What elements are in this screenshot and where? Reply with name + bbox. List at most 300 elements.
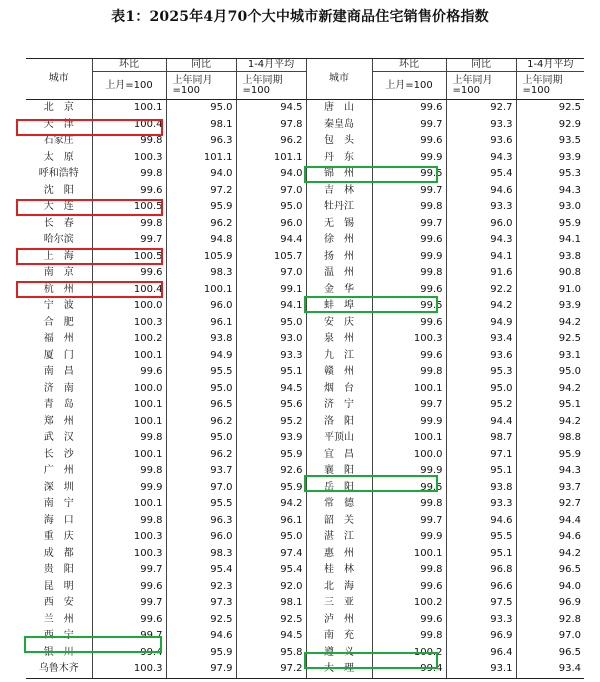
table-row: [26, 513, 584, 530]
yoy-left-cell: 93.8: [166, 331, 236, 348]
mom-right-cell: 99.6: [372, 579, 446, 596]
city-left-cell: 西 宁: [43, 630, 74, 642]
yoy-base-right: 上年同月=100: [446, 72, 516, 100]
city-left-cell: 乌鲁木齐: [26, 661, 92, 678]
yoy-right-cell: 93.3: [446, 199, 516, 216]
table-row: [26, 364, 584, 381]
city-left-cell: 昆 明: [43, 580, 74, 592]
avg-left-cell: 95.8: [236, 645, 306, 662]
table-row: [26, 645, 584, 662]
table-row: [26, 199, 584, 216]
avg-right-cell: 92.5: [516, 331, 584, 348]
yoy-right-cell: 95.4: [446, 166, 516, 183]
mom-left-cell: 100.3: [92, 546, 166, 563]
city-right-cell: 锦 州: [306, 166, 372, 183]
city-right-cell: 烟 台: [306, 381, 372, 398]
mom-left-cell: 100.4: [92, 117, 166, 134]
city-right-cell: 泸 州: [306, 612, 372, 629]
avg-right-cell: 94.3: [516, 183, 584, 200]
avg-right-cell: 95.9: [516, 447, 584, 464]
table-row: [26, 133, 584, 150]
city-left-cell: 南 昌: [43, 366, 74, 378]
city-left-cell: 兰 州: [43, 613, 74, 625]
table-row: [26, 348, 584, 365]
mom-right-cell: 99.7: [372, 117, 446, 134]
table-row: [26, 183, 584, 200]
city-left-cell: 西 安: [43, 597, 74, 609]
avg-right-cell: 93.4: [516, 661, 584, 678]
yoy-header-left: 同比: [166, 59, 236, 72]
avg-right-cell: 94.4: [516, 513, 584, 530]
table-title: 表1：2025年4月70个大中城市新建商品住宅销售价格指数: [111, 9, 489, 25]
city-left-cell: 宁 波: [43, 300, 74, 312]
avg-left-cell: 96.2: [236, 133, 306, 150]
yoy-left-cell: 98.1: [166, 117, 236, 134]
yoy-left-cell: 97.3: [166, 595, 236, 612]
yoy-left-cell: 98.3: [166, 546, 236, 563]
table-row: [26, 331, 584, 348]
table-row: [26, 232, 584, 249]
yoy-left-cell: 98.3: [166, 265, 236, 282]
avg-left-cell: 101.1: [236, 150, 306, 167]
yoy-right-cell: 93.6: [446, 133, 516, 150]
table-row: [26, 216, 584, 233]
yoy-right-cell: 94.1: [446, 249, 516, 266]
yoy-left-cell: 96.0: [166, 298, 236, 315]
yoy-left-cell: 96.1: [166, 315, 236, 332]
yoy-right-cell: 96.8: [446, 562, 516, 579]
yoy-left-cell: 96.0: [166, 529, 236, 546]
yoy-right-cell: 92.2: [446, 282, 516, 299]
avg-right-cell: 94.2: [516, 381, 584, 398]
yoy-left-cell: 95.0: [166, 430, 236, 447]
city-right-cell: 唐 山: [306, 100, 372, 117]
table-row: [26, 100, 584, 117]
city-left-cell: 哈尔滨: [43, 234, 74, 246]
avg-left-cell: 94.4: [236, 232, 306, 249]
city-right-cell: 牡丹江: [306, 199, 372, 216]
city-right-cell: 惠 州: [306, 546, 372, 563]
yoy-right-cell: 91.6: [446, 265, 516, 282]
city-right-cell: 扬 州: [306, 249, 372, 266]
yoy-right-cell: 93.8: [446, 480, 516, 497]
yoy-left-cell: 96.5: [166, 397, 236, 414]
city-right-cell: 泉 州: [306, 331, 372, 348]
mom-right-cell: 100.0: [372, 447, 446, 464]
avg-left-cell: 95.6: [236, 397, 306, 414]
avg-right-cell: 91.0: [516, 282, 584, 299]
yoy-right-cell: 95.5: [446, 529, 516, 546]
city-right-cell: 无 锡: [306, 216, 372, 233]
mom-left-cell: 100.3: [92, 529, 166, 546]
mom-left-cell: 99.6: [92, 612, 166, 629]
avg-left-cell: 96.1: [236, 513, 306, 530]
yoy-left-cell: 94.9: [166, 348, 236, 365]
table-row: [26, 315, 584, 332]
avg-left-cell: 94.0: [236, 166, 306, 183]
city-right-cell: 洛 阳: [306, 414, 372, 431]
yoy-right-cell: 95.3: [446, 364, 516, 381]
city-right-cell: 遵 义: [306, 645, 372, 662]
yoy-left-cell: 92.3: [166, 579, 236, 596]
avg-left-cell: 92.6: [236, 463, 306, 480]
yoy-right-cell: 96.0: [446, 216, 516, 233]
table-row: [26, 562, 584, 579]
yoy-left-cell: 96.2: [166, 216, 236, 233]
table-row: [26, 381, 584, 398]
city-right-cell: 湛 江: [306, 529, 372, 546]
avg-right-cell: 96.5: [516, 562, 584, 579]
mom-right-cell: 99.5: [372, 298, 446, 315]
city-left-cell: 天 津: [43, 118, 74, 130]
city-left-cell: 太 原: [43, 151, 74, 163]
yoy-left-cell: 96.3: [166, 513, 236, 530]
mom-base-right: 上月=100: [372, 72, 446, 100]
mom-right-cell: 99.7: [372, 183, 446, 200]
mom-left-cell: 100.3: [92, 150, 166, 167]
yoy-right-cell: 96.4: [446, 645, 516, 662]
mom-base-left: 上月=100: [92, 72, 166, 100]
avg-left-cell: 95.0: [236, 199, 306, 216]
city-left-cell: 大 连: [43, 201, 74, 213]
avg-left-cell: 95.2: [236, 414, 306, 431]
mom-left-cell: 100.1: [92, 348, 166, 365]
avg-left-cell: 105.7: [236, 249, 306, 266]
city-left-cell: 武 汉: [43, 432, 74, 444]
mom-right-cell: 99.6: [372, 348, 446, 365]
avg-right-cell: 92.7: [516, 496, 584, 513]
yoy-left-cell: 94.0: [166, 166, 236, 183]
avg-left-cell: 95.9: [236, 480, 306, 497]
city-left-cell: 呼和浩特: [38, 168, 79, 180]
yoy-left-cell: 97.0: [166, 480, 236, 497]
city-right-cell: 赣 州: [306, 364, 372, 381]
avg-right-cell: 94.3: [516, 463, 584, 480]
yoy-right-cell: 93.3: [446, 496, 516, 513]
mom-left-cell: 99.8: [92, 463, 166, 480]
avg-base-left: 上年同期=100: [236, 72, 306, 100]
mom-right-cell: 99.8: [372, 265, 446, 282]
yoy-right-cell: 94.6: [446, 183, 516, 200]
mom-right-cell: 99.9: [372, 414, 446, 431]
mom-right-cell: 100.1: [372, 546, 446, 563]
mom-right-cell: 99.9: [372, 463, 446, 480]
mom-right-cell: 99.8: [372, 562, 446, 579]
mom-right-cell: 99.6: [372, 282, 446, 299]
yoy-left-cell: 97.9: [166, 661, 236, 678]
table-row: [26, 496, 584, 513]
city-left-cell: 郑 州: [43, 415, 74, 427]
yoy-left-cell: 95.5: [166, 496, 236, 513]
mom-header-left: 环比: [92, 59, 166, 72]
city-right-cell: 北 海: [306, 579, 372, 596]
avg-left-cell: 97.8: [236, 117, 306, 134]
avg-right-cell: 92.9: [516, 117, 584, 134]
mom-right-cell: 99.9: [372, 529, 446, 546]
yoy-base-left: 上年同月=100: [166, 72, 236, 100]
mom-right-cell: 99.9: [372, 249, 446, 266]
avg-right-cell: 94.2: [516, 414, 584, 431]
city-right-cell: 韶 关: [306, 513, 372, 530]
yoy-left-cell: 105.9: [166, 249, 236, 266]
avg-left-cell: 96.0: [236, 216, 306, 233]
yoy-right-cell: 96.9: [446, 628, 516, 645]
avg-left-cell: 93.0: [236, 331, 306, 348]
mom-left-cell: 100.1: [92, 414, 166, 431]
city-header-left: 城市: [26, 59, 92, 100]
mom-right-cell: 99.7: [372, 216, 446, 233]
city-right-cell: 岳 阳: [306, 480, 372, 497]
table-row: [26, 166, 584, 183]
city-left-cell: 长 沙: [43, 448, 74, 460]
avg-left-cell: 95.0: [236, 529, 306, 546]
yoy-left-cell: 95.5: [166, 364, 236, 381]
mom-left-cell: 99.8: [92, 216, 166, 233]
city-right-cell: 襄 阳: [306, 463, 372, 480]
yoy-right-cell: 95.1: [446, 546, 516, 563]
city-right-cell: 大 理: [306, 661, 372, 678]
city-left-cell: 福 州: [43, 333, 74, 345]
table-row: [26, 430, 584, 447]
mom-left-cell: 100.0: [92, 381, 166, 398]
mom-left-cell: 100.1: [92, 496, 166, 513]
city-right-cell: 蚌 埠: [306, 298, 372, 315]
city-right-cell: 吉 林: [306, 183, 372, 200]
mom-left-cell: 99.7: [92, 628, 166, 645]
table-row: [26, 265, 584, 282]
mom-left-cell: 99.7: [92, 232, 166, 249]
avg-right-cell: 94.1: [516, 232, 584, 249]
mom-right-cell: 100.3: [372, 331, 446, 348]
city-left-cell: 沈 阳: [43, 184, 74, 196]
mom-left-cell: 100.5: [92, 199, 166, 216]
avg-left-cell: 97.4: [236, 546, 306, 563]
city-left-cell: 重 庆: [43, 531, 74, 543]
table-row: [26, 529, 584, 546]
mom-right-cell: 100.1: [372, 430, 446, 447]
yoy-left-cell: 94.6: [166, 628, 236, 645]
city-left-cell: 成 都: [43, 547, 74, 559]
city-right-cell: 平顶山: [306, 430, 372, 447]
avg-right-cell: 95.0: [516, 364, 584, 381]
city-right-cell: 安 庆: [306, 315, 372, 332]
mom-left-cell: 100.3: [92, 661, 166, 678]
yoy-left-cell: 101.1: [166, 150, 236, 167]
mom-left-cell: 99.6: [92, 364, 166, 381]
table-row: [26, 150, 584, 167]
avg-right-cell: 93.1: [516, 348, 584, 365]
avg-right-cell: 93.7: [516, 480, 584, 497]
mom-right-cell: 100.1: [372, 381, 446, 398]
mom-right-cell: 99.6: [372, 133, 446, 150]
avg-right-cell: 94.2: [516, 315, 584, 332]
city-left-cell: 北 京: [43, 102, 74, 114]
mom-right-cell: 99.8: [372, 496, 446, 513]
table-body: [26, 100, 584, 679]
yoy-left-cell: 95.0: [166, 381, 236, 398]
mom-left-cell: 100.5: [92, 249, 166, 266]
city-right-cell: 丹 东: [306, 150, 372, 167]
city-right-cell: 徐 州: [306, 232, 372, 249]
mom-right-cell: 100.2: [372, 645, 446, 662]
avg-left-cell: 93.3: [236, 348, 306, 365]
yoy-right-cell: 94.9: [446, 315, 516, 332]
avg-left-cell: 99.1: [236, 282, 306, 299]
city-left-cell: 银 川: [43, 646, 74, 658]
mom-right-cell: 99.6: [372, 612, 446, 629]
yoy-left-cell: 100.1: [166, 282, 236, 299]
city-left-cell: 贵 阳: [43, 564, 74, 576]
avg-right-cell: 95.3: [516, 166, 584, 183]
avg-right-cell: 94.0: [516, 579, 584, 596]
yoy-right-cell: 95.2: [446, 397, 516, 414]
mom-right-cell: 99.9: [372, 150, 446, 167]
mom-left-cell: 100.1: [92, 397, 166, 414]
table-row: [26, 249, 584, 266]
mom-left-cell: 100.1: [92, 447, 166, 464]
avg-right-cell: 95.1: [516, 397, 584, 414]
avg-left-cell: 97.2: [236, 661, 306, 678]
city-left-cell: 厦 门: [43, 349, 74, 361]
avg-left-cell: 98.1: [236, 595, 306, 612]
mom-right-cell: 99.5: [372, 166, 446, 183]
table-row: [26, 628, 584, 645]
city-right-cell: 济 宁: [306, 397, 372, 414]
yoy-right-cell: 93.3: [446, 612, 516, 629]
avg-base-right: 上年同期=100: [516, 72, 584, 100]
table-row: [26, 579, 584, 596]
yoy-left-cell: 92.5: [166, 612, 236, 629]
table-row: [26, 612, 584, 629]
city-left-cell: 济 南: [43, 382, 74, 394]
avg-header-right: 1-4月平均: [516, 59, 584, 72]
city-right-cell: 金 华: [306, 282, 372, 299]
avg-right-cell: 92.5: [516, 100, 584, 117]
yoy-right-cell: 94.6: [446, 513, 516, 530]
yoy-right-cell: 93.1: [446, 661, 516, 678]
mom-left-cell: 100.1: [92, 100, 166, 117]
yoy-left-cell: 95.0: [166, 100, 236, 117]
city-left-cell: 青 岛: [43, 399, 74, 411]
mom-right-cell: 99.6: [372, 315, 446, 332]
mom-right-cell: 100.2: [372, 595, 446, 612]
mom-right-cell: 99.6: [372, 232, 446, 249]
mom-left-cell: 99.8: [92, 166, 166, 183]
mom-right-cell: 99.8: [372, 199, 446, 216]
mom-header-right: 环比: [372, 59, 446, 72]
avg-right-cell: 93.9: [516, 150, 584, 167]
city-left-cell: 合 肥: [43, 316, 74, 328]
yoy-right-cell: 95.0: [446, 381, 516, 398]
avg-right-cell: 93.5: [516, 133, 584, 150]
city-left-cell: 海 口: [43, 514, 74, 526]
avg-left-cell: 94.2: [236, 496, 306, 513]
city-left-cell: 南 宁: [43, 498, 74, 510]
yoy-right-cell: 96.6: [446, 579, 516, 596]
mom-right-cell: 99.7: [372, 513, 446, 530]
city-right-cell: 包 头: [306, 133, 372, 150]
table-row: [26, 447, 584, 464]
avg-header-left: 1-4月平均: [236, 59, 306, 72]
yoy-right-cell: 94.4: [446, 414, 516, 431]
table-row: [26, 282, 584, 299]
yoy-right-cell: 93.4: [446, 331, 516, 348]
mom-left-cell: 100.3: [92, 315, 166, 332]
table-row: [26, 546, 584, 563]
table-row: [26, 414, 584, 431]
city-left-cell: 石家庄: [43, 135, 74, 147]
mom-left-cell: 99.8: [92, 133, 166, 150]
mom-right-cell: 99.6: [372, 100, 446, 117]
mom-left-cell: 100.2: [92, 331, 166, 348]
city-left-cell: 南 京: [43, 267, 74, 279]
table-row: [26, 480, 584, 497]
city-left-cell: 长 春: [43, 217, 74, 229]
avg-right-cell: 98.8: [516, 430, 584, 447]
avg-right-cell: 94.2: [516, 546, 584, 563]
mom-right-cell: 99.8: [372, 364, 446, 381]
yoy-header-right: 同比: [446, 59, 516, 72]
city-right-cell: 宜 昌: [306, 447, 372, 464]
mom-left-cell: 99.6: [92, 183, 166, 200]
avg-left-cell: 95.9: [236, 447, 306, 464]
mom-left-cell: 99.8: [92, 430, 166, 447]
yoy-right-cell: 98.7: [446, 430, 516, 447]
yoy-left-cell: 96.2: [166, 414, 236, 431]
mom-left-cell: 99.6: [92, 265, 166, 282]
city-right-cell: 南 充: [306, 628, 372, 645]
avg-right-cell: 96.5: [516, 645, 584, 662]
avg-left-cell: 95.4: [236, 562, 306, 579]
city-right-cell: 秦皇岛: [306, 117, 372, 134]
table-row: [26, 117, 584, 134]
yoy-left-cell: 95.9: [166, 645, 236, 662]
avg-right-cell: 96.9: [516, 595, 584, 612]
price-index-table: [26, 58, 584, 679]
yoy-left-cell: 95.9: [166, 199, 236, 216]
city-left-cell: 杭 州: [43, 283, 74, 295]
mom-left-cell: 99.4: [92, 645, 166, 662]
mom-right-cell: 99.8: [372, 628, 446, 645]
mom-left-cell: 99.7: [92, 595, 166, 612]
city-right-cell: 常 德: [306, 496, 372, 513]
mom-left-cell: 100.0: [92, 298, 166, 315]
yoy-left-cell: 96.2: [166, 447, 236, 464]
city-header-right: 城市: [306, 59, 372, 100]
mom-left-cell: 99.8: [92, 513, 166, 530]
yoy-right-cell: 94.3: [446, 150, 516, 167]
yoy-right-cell: 94.2: [446, 298, 516, 315]
avg-right-cell: 95.9: [516, 216, 584, 233]
table-row: [26, 298, 584, 315]
table-row: [26, 595, 584, 612]
avg-left-cell: 95.0: [236, 315, 306, 332]
yoy-right-cell: 94.3: [446, 232, 516, 249]
yoy-right-cell: 93.6: [446, 348, 516, 365]
avg-left-cell: 94.5: [236, 381, 306, 398]
yoy-left-cell: 97.2: [166, 183, 236, 200]
avg-left-cell: 93.9: [236, 430, 306, 447]
avg-right-cell: 93.8: [516, 249, 584, 266]
city-right-cell: 桂 林: [306, 562, 372, 579]
mom-left-cell: 99.7: [92, 562, 166, 579]
avg-left-cell: 92.0: [236, 579, 306, 596]
avg-left-cell: 94.1: [236, 298, 306, 315]
avg-right-cell: 93.9: [516, 298, 584, 315]
yoy-right-cell: 97.5: [446, 595, 516, 612]
avg-right-cell: 93.0: [516, 199, 584, 216]
mom-left-cell: 100.4: [92, 282, 166, 299]
